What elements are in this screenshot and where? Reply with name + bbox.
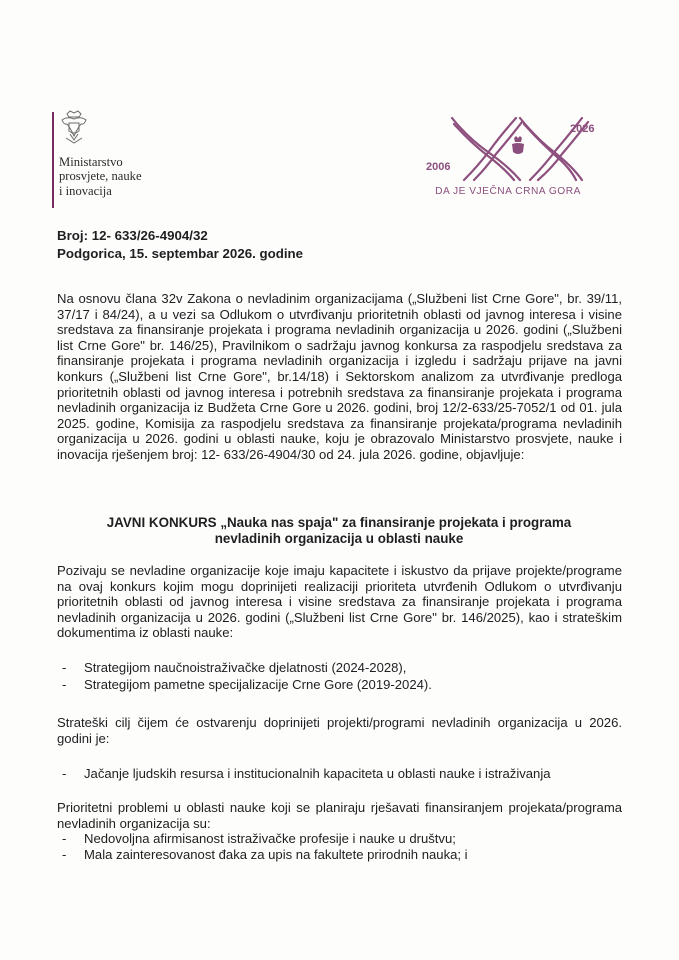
bullet-dash: - (62, 831, 67, 846)
problem-text: Mala zainteresovanost đaka za upis na fakultete prirodnih nauka; i (84, 847, 468, 862)
ministry-name-line-1: Ministarstvo (59, 155, 123, 169)
intro-line: iz Budžeta Crne Gore u 2026. godini, broj 12/2-633/25-7052/1 od 01. jula 2025. godine, (57, 400, 622, 431)
problems-paragraph (57, 800, 622, 831)
goal-paragraph (57, 715, 622, 746)
problem-list-item (62, 831, 456, 847)
intro-paragraph (57, 291, 622, 463)
invitation-paragraph (57, 563, 622, 641)
intro-line: 39/11, 37/17 i 84/24), a u vezi sa Odlukom o utvrđivanju prioritetnih oblasti od javnog (57, 291, 623, 322)
bullet-dash: - (62, 660, 67, 675)
goal-text: Jačanje ljudskih resursa i institucionalnih kapaciteta u oblasti nauke i istraživanja (84, 766, 551, 781)
ministry-name-line-3: i inovacija (59, 183, 112, 198)
strategy-text: Strategijom naučnoistraživačke djelatnosti (2024-2028), (84, 660, 407, 675)
bullet-dash: - (62, 677, 67, 692)
header-divider-line (52, 112, 54, 208)
bullet-dash: - (62, 766, 67, 781)
logo-year-end: 2026 (570, 123, 595, 135)
problems-line: projekata/programa nevladinih organizacija su: (57, 800, 623, 831)
ministry-name-line-2: prosvjete, nauke (59, 169, 142, 184)
document-number: Broj: 12- 633/26-4904/32 (57, 228, 208, 243)
intro-line: Komisija za raspodjelu sredstava za finansiranje projekata/programa nevladinih (145, 415, 622, 431)
intro-line: organizacija i izgledu i sadržaju prijave na javni konkurs („Službeni list Crne Gore", (57, 353, 622, 384)
invitation-line: Crne Gore" br. 146/2025), kao i strateškim dokumentima iz oblasti nauke: (57, 609, 623, 641)
logo-year-start: 2006 (426, 161, 451, 173)
intro-line: nauke i inovacija rješenjem broj: 12- 633/26-4904/30 od 24. jula 2026. godine, objavljuje: (57, 431, 622, 462)
call-title (57, 515, 621, 547)
anniversary-logo (424, 112, 604, 191)
coat-of-arms-icon (57, 110, 91, 151)
goal-line: Strateški cilj čijem će ostvarenju doprinijeti projekti/programi nevladinih organizacija u (57, 715, 583, 730)
intro-line: br.14/18) i Sektorskom analizom za utvrđivanje predloga prioritetnih oblasti od javnog (57, 368, 623, 400)
anniversary-motto: DA JE VJEČNA CRNA GORA (435, 186, 581, 197)
bullet-dash: - (62, 847, 67, 862)
invitation-line: finansiranje projekata i programa nevladinih organizacija u 2026. godini („Službeni list (57, 594, 622, 625)
intro-line: konkursa za raspodjelu sredstava za finansiranje projekata i programa nevladinih (57, 337, 623, 369)
ministry-name (59, 155, 179, 198)
strategy-list-item (62, 660, 406, 676)
invitation-line: Pozivaju se nevladine organizacije koje imaju kapacitete i iskustvo da prijave (57, 563, 512, 578)
problem-text: Nedovoljna afirmisanost istraživačke profesije i nauke u društvu; (84, 831, 456, 846)
invitation-line: Odlukom o utvrđivanju prioritetnih oblasti od javnog interesa i visine sredstava za (57, 578, 622, 610)
goal-list-item (62, 766, 551, 782)
intro-line: Na osnovu člana 32v Zakona o nevladinim organizacijama („Službeni list Crne Gore", br. (57, 291, 582, 306)
invitation-line: projekte/programe na ovaj konkurs kojim mogu doprinijeti realizaciji prioriteta utvrđenih (57, 563, 622, 594)
goal-line: 2026. godini je: (57, 715, 622, 746)
call-title-line-2: nevladinih organizacija u oblasti nauke (214, 531, 464, 546)
intro-line: 2026. godini („Službeni list Crne Gore" br. 146/25), Pravilnikom o sadržaju javnog (57, 322, 623, 353)
problem-list-item (62, 847, 468, 863)
place-and-date: Podgorica, 15. septembar 2026. godine (57, 246, 304, 261)
problems-line: Prioritetni problemi u oblasti nauke koji se planiraju rješavati finansiranjem (57, 800, 503, 815)
intro-line: interesa i visine sredstava za finansiranje projekata i programa nevladinih organizacija u (57, 306, 623, 338)
strategy-text: Strategijom pametne specijalizacije Crne Gore (2019-2024). (84, 677, 432, 692)
intro-line: interesa i potrebnih sredstava za finansiranje projekata i programa nevladinih organizacija (57, 384, 622, 416)
call-title-line-1: JAVNI KONKURS „Nauka nas spaja" za finansiranje projekata i programa (106, 515, 572, 530)
strategy-list-item (62, 677, 432, 693)
intro-line: organizacija u 2026. godini u oblasti nauke, koju je obrazovalo Ministarstvo prosvjete, (57, 431, 573, 447)
